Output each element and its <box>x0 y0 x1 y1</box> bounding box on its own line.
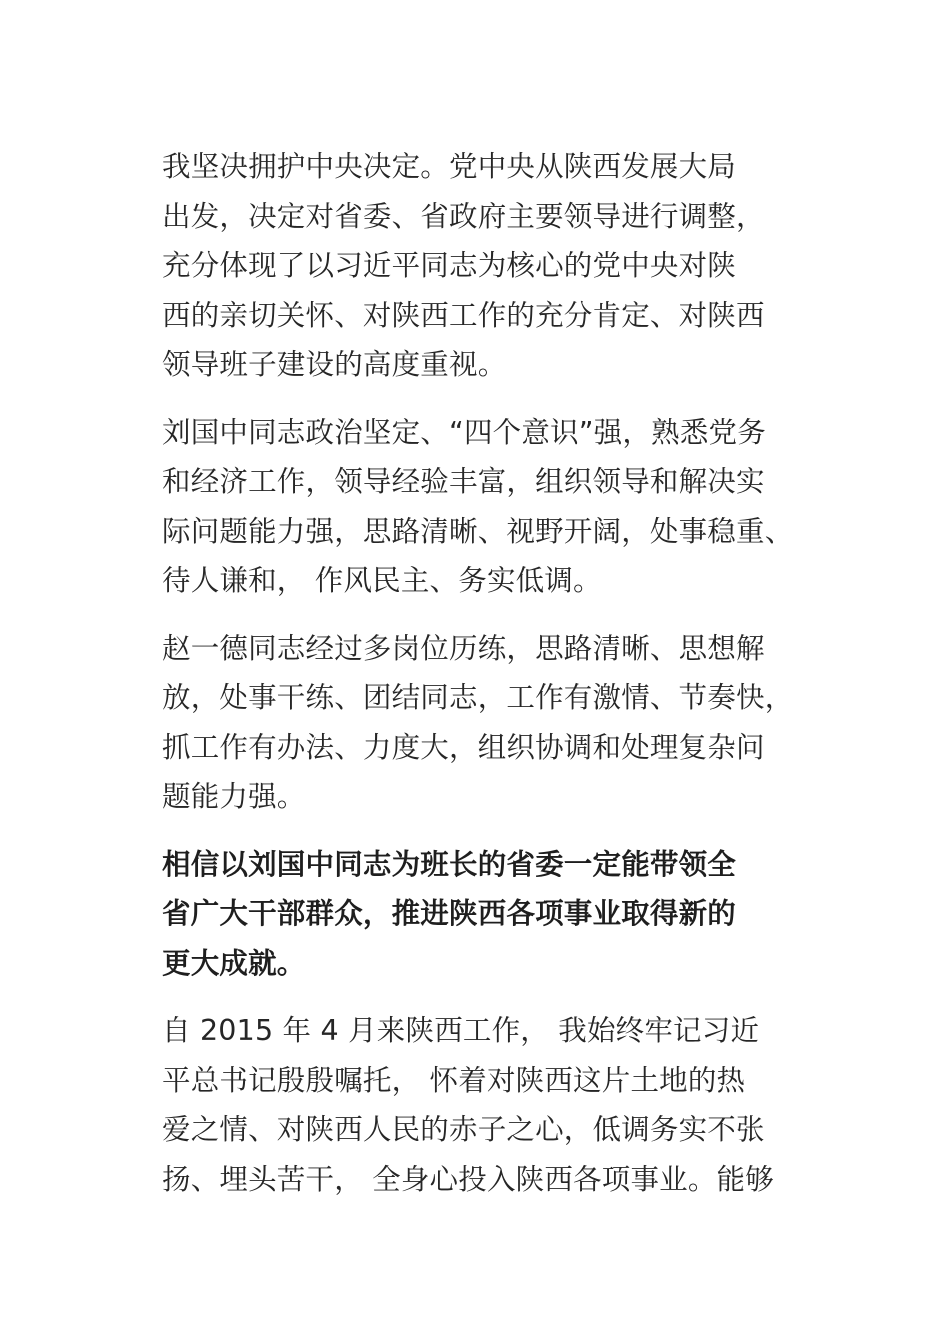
paragraph-3 <box>162 624 794 822</box>
paragraph-line: 际问题能力强，思路清晰、视野开阔，处事稳重、 <box>162 514 794 548</box>
paragraph-line: 充分体现了以习近平同志为核心的党中央对陕 <box>162 249 737 282</box>
paragraph-line: 出发，决定对省委、省政府主要领导进行调整， <box>162 199 765 233</box>
paragraph-line: 爱之情、对陕西人民的赤子之心，低调务实不张 <box>162 1113 765 1146</box>
paragraph-line: 和经济工作，领导经验丰富，组织领导和解决实 <box>162 465 765 498</box>
paragraph-1 <box>162 142 794 390</box>
paragraph-line: 相信以刘国中同志为班长的省委一定能带领全 <box>162 847 737 881</box>
paragraph-line: 待人谦和， 作风民主、务实低调。 <box>162 564 602 597</box>
paragraph-line: 西的亲切关怀、对陕西工作的充分肯定、对陕西 <box>162 298 765 332</box>
paragraph-line: 赵一德同志经过多岗位历练，思路清晰、思想解 <box>162 631 765 665</box>
paragraph-2 <box>162 408 794 606</box>
paragraph-line: 扬、埋头苦干， 全身心投入陕西各项事业。能够 <box>162 1162 774 1196</box>
paragraph-5 <box>162 1006 794 1204</box>
paragraph-line: 省广大干部群众，推进陕西各项事业取得新的 <box>162 897 737 930</box>
paragraph-line: 抓工作有办法、力度大，组织协调和处理复杂问 <box>162 730 765 764</box>
paragraph-line: 刘国中同志政治坚定、“四个意识”强，熟悉党务 <box>162 415 766 449</box>
paragraph-line: 题能力强。 <box>162 780 306 813</box>
paragraph-line: 更大成就。 <box>162 946 306 980</box>
paragraph-line: 平总书记殷殷嘱托， 怀着对陕西这片土地的热 <box>162 1063 746 1097</box>
paragraph-line: 我坚决拥护中央决定。党中央从陕西发展大局 <box>162 150 737 183</box>
paragraph-line: 领导班子建设的高度重视。 <box>162 348 507 381</box>
article-body <box>162 142 794 1222</box>
paragraph-4-bold <box>162 840 794 989</box>
paragraph-line: 自 2015 年 4 月来陕西工作， 我始终牢记习近 <box>162 1014 760 1047</box>
paragraph-line: 放，处事干练、团结同志，工作有激情、节奏快， <box>162 681 794 714</box>
